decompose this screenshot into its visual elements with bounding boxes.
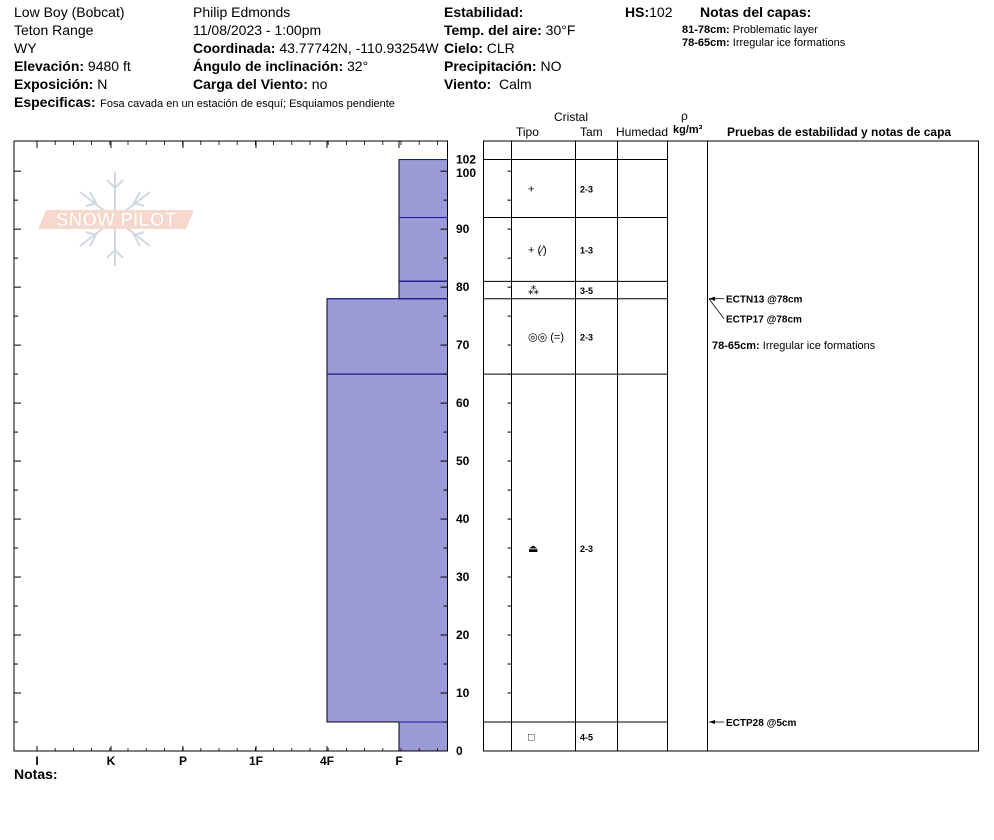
location-name: Low Boy (Bobcat) xyxy=(14,4,125,20)
layer-note: 81-78cm: Problematic layer xyxy=(682,24,818,36)
hardness-label: K xyxy=(106,754,116,768)
layer-annotation-text: Irregular ice formations xyxy=(762,340,876,353)
hardness-label: 1F xyxy=(248,754,264,768)
depth-tick-label: 80 xyxy=(456,280,470,295)
layer-note: 78-65cm: Irregular ice formations xyxy=(682,37,846,49)
coordinates: Coordinada: 43.77742N, -110.93254W xyxy=(193,40,439,56)
notes-label: Notas: xyxy=(14,766,58,782)
logo-text: SNOW PILOT xyxy=(55,210,177,231)
datetime: 11/08/2023 - 1:00pm xyxy=(193,22,322,38)
test-arrow-icon xyxy=(709,720,715,724)
crystal-size: 3-5 xyxy=(580,286,594,297)
crystal-type-symbol: + (⁄) xyxy=(528,244,547,257)
crystal-type-symbol: ⁂ xyxy=(528,285,539,298)
depth-tick-label: 30 xyxy=(456,570,470,585)
depth-tick-label: 0 xyxy=(456,744,463,758)
state: WY xyxy=(14,40,37,56)
stability: Estabilidad: xyxy=(444,4,524,20)
wind-load: Carga del Viento: no xyxy=(193,76,328,92)
depth-tick-label: 60 xyxy=(456,396,470,411)
stability-test-label: ECTN13 @78cm xyxy=(726,294,803,306)
depth-tick-label: 100 xyxy=(456,166,477,181)
depth-tick-label: 70 xyxy=(456,338,470,353)
mountain-range: Teton Range xyxy=(14,22,94,38)
hardness-layer-bar xyxy=(327,374,448,722)
depth-tick-label: 10 xyxy=(456,686,470,701)
crystal-type-symbol: ◎◎ (=) xyxy=(528,331,565,344)
hardness-layer-bar xyxy=(327,299,448,374)
hardness-layer-bar xyxy=(399,722,448,751)
header-tam: Tam xyxy=(580,125,603,139)
snow-height: HS:102 xyxy=(625,4,673,20)
crystal-size: 2-3 xyxy=(580,184,594,195)
stability-test-label: ECTP17 @78cm xyxy=(726,314,802,326)
crystal-type-symbol: □ xyxy=(528,731,535,744)
header-rho: ρ xyxy=(681,109,688,123)
aspect: Exposición: N xyxy=(14,76,108,92)
air-temp: Temp. del aire: 30°F xyxy=(444,22,576,38)
depth-tick-label: 20 xyxy=(456,628,470,643)
hardness-label: P xyxy=(178,754,188,768)
hardness-layer-bar xyxy=(399,160,448,218)
hardness-label: I xyxy=(35,754,39,768)
precipitation: Precipitación: NO xyxy=(444,58,562,74)
crystal-type-symbol: ⏏ xyxy=(528,543,539,556)
hardness-label: 4F xyxy=(319,754,335,768)
depth-tick-label: 40 xyxy=(456,512,470,527)
depth-tick-label: 102 xyxy=(456,152,477,167)
test-pointer xyxy=(709,299,724,319)
header-tests: Pruebas de estabilidad y notas de capa xyxy=(727,125,952,139)
depth-tick-label: 90 xyxy=(456,222,470,237)
crystal-type-symbol: + xyxy=(528,183,535,196)
hardness-layer-bar xyxy=(399,281,448,298)
elevation: Elevación: 9480 ft xyxy=(14,58,131,74)
header-tipo: Tipo xyxy=(516,125,539,139)
header-density-unit: kg/m³ xyxy=(673,124,703,136)
observer: Philip Edmonds xyxy=(193,4,291,20)
sky: Cielo: CLR xyxy=(444,40,515,56)
crystal-size: 4-5 xyxy=(580,732,594,743)
crystal-size: 1-3 xyxy=(580,245,594,256)
specifics: Especificas: Fosa cavada en un estación de esquí; Esquiamos pendiente xyxy=(14,94,395,110)
crystal-size: 2-3 xyxy=(580,544,594,555)
stability-test-label: ECTP28 @5cm xyxy=(726,718,797,730)
wind: Viento: Calm xyxy=(444,76,532,92)
hardness-layer-bar xyxy=(399,218,448,282)
crystal-size: 2-3 xyxy=(580,332,594,343)
snowpilot-logo xyxy=(38,172,194,266)
incline: Ángulo de inclinación: 32° xyxy=(193,58,369,74)
layer-notes-title: Notas del capas: xyxy=(700,4,812,20)
layer-annotation-range: 78-65cm: xyxy=(712,340,763,353)
header-cristal: Cristal xyxy=(554,110,589,124)
header-humedad: Humedad xyxy=(616,125,669,139)
layer-annotation xyxy=(712,340,876,352)
hardness-label: F xyxy=(395,754,403,768)
depth-tick-label: 50 xyxy=(456,454,470,469)
